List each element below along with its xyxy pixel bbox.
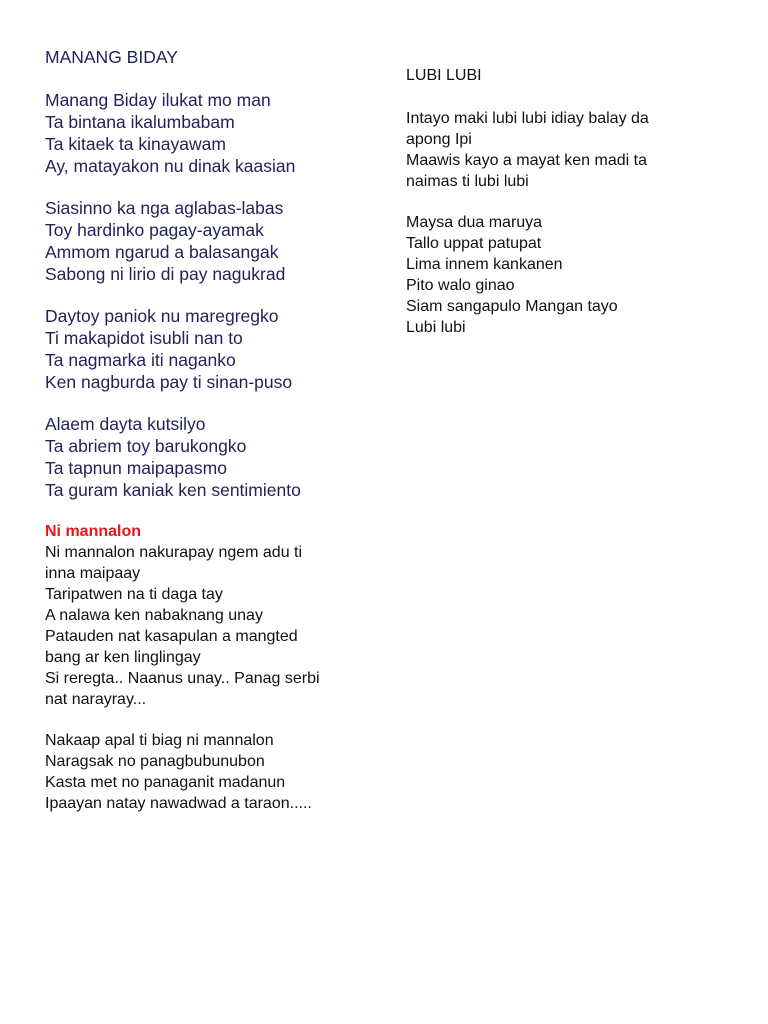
lyric-line: Siasinno ka nga aglabas-labas: [45, 198, 284, 218]
right-column: [406, 65, 726, 358]
lyric-line: Ta nagmarka iti naganko: [45, 350, 236, 370]
lyric-line: Ti makapidot isubli nan to: [45, 328, 243, 348]
stanza: [45, 542, 375, 710]
lyric-line: bang ar ken linglingay: [45, 649, 201, 666]
lyric-line: A nalawa ken nabaknang unay: [45, 607, 263, 624]
lyric-line: Maawis kayo a mayat ken madi ta: [406, 152, 647, 169]
lyric-line: apong Ipi: [406, 131, 472, 148]
stanza: [406, 108, 726, 192]
lyric-line: Ni mannalon nakurapay ngem adu ti: [45, 544, 303, 561]
stanza: [45, 305, 375, 393]
lyric-line: Ay, matayakon nu dinak kaasian: [45, 156, 296, 176]
lyric-line: Lubi lubi: [406, 319, 466, 336]
lyric-line: nat narayray...: [45, 691, 147, 708]
lyric-line: Ken nagburda pay ti sinan-puso: [45, 372, 293, 392]
song-title-lubi-lubi: LUBI LUBI: [406, 67, 482, 84]
lyric-line: Kasta met no panaganit madanun: [45, 774, 286, 791]
lyric-line: Ta kitaek ta kinayawam: [45, 134, 226, 154]
lyric-line: Intayo maki lubi lubi idiay balay da: [406, 110, 649, 127]
stanza: [406, 212, 726, 338]
lyric-line: Siam sangapulo Mangan tayo: [406, 298, 618, 315]
song-title-ni-mannalon: Ni mannalon: [45, 523, 142, 540]
lyric-line: naimas ti lubi lubi: [406, 173, 529, 190]
lyric-line: Maysa dua maruya: [406, 214, 543, 231]
lyric-line: Sabong ni lirio di pay nagukrad: [45, 264, 286, 284]
lyric-line: Tallo uppat patupat: [406, 235, 542, 252]
lyric-line: inna maipaay: [45, 565, 141, 582]
left-column: [45, 45, 375, 834]
stanza: [45, 89, 375, 177]
lyric-line: Ta abriem toy barukongko: [45, 436, 247, 456]
lyric-line: Ammom ngarud a balasangak: [45, 242, 279, 262]
lyric-line: Daytoy paniok nu maregregko: [45, 306, 279, 326]
song-title-manang-biday: MANANG BIDAY: [45, 47, 178, 67]
lyric-line: Taripatwen na ti daga tay: [45, 586, 223, 603]
lyric-line: Si reregta.. Naanus unay.. Panag serbi: [45, 670, 320, 687]
lyric-line: Ipaayan natay nawadwad a taraon.....: [45, 795, 312, 812]
lyric-line: Ta tapnun maipapasmo: [45, 458, 227, 478]
lyric-line: Ta guram kaniak ken sentimiento: [45, 480, 301, 500]
stanza: [45, 413, 375, 501]
lyric-line: Ta bintana ikalumbabam: [45, 112, 235, 132]
lyric-line: Lima innem kankanen: [406, 256, 563, 273]
lyric-line: Nakaap apal ti biag ni mannalon: [45, 732, 274, 749]
lyric-line: Alaem dayta kutsilyo: [45, 414, 206, 434]
lyric-line: Pito walo ginao: [406, 277, 515, 294]
lyric-line: Patauden nat kasapulan a mangted: [45, 628, 298, 645]
stanza: [45, 197, 375, 285]
stanza: [45, 730, 375, 814]
lyric-line: Toy hardinko pagay-ayamak: [45, 220, 264, 240]
lyric-line: Manang Biday ilukat mo man: [45, 90, 271, 110]
lyric-line: Naragsak no panagbubunubon: [45, 753, 265, 770]
